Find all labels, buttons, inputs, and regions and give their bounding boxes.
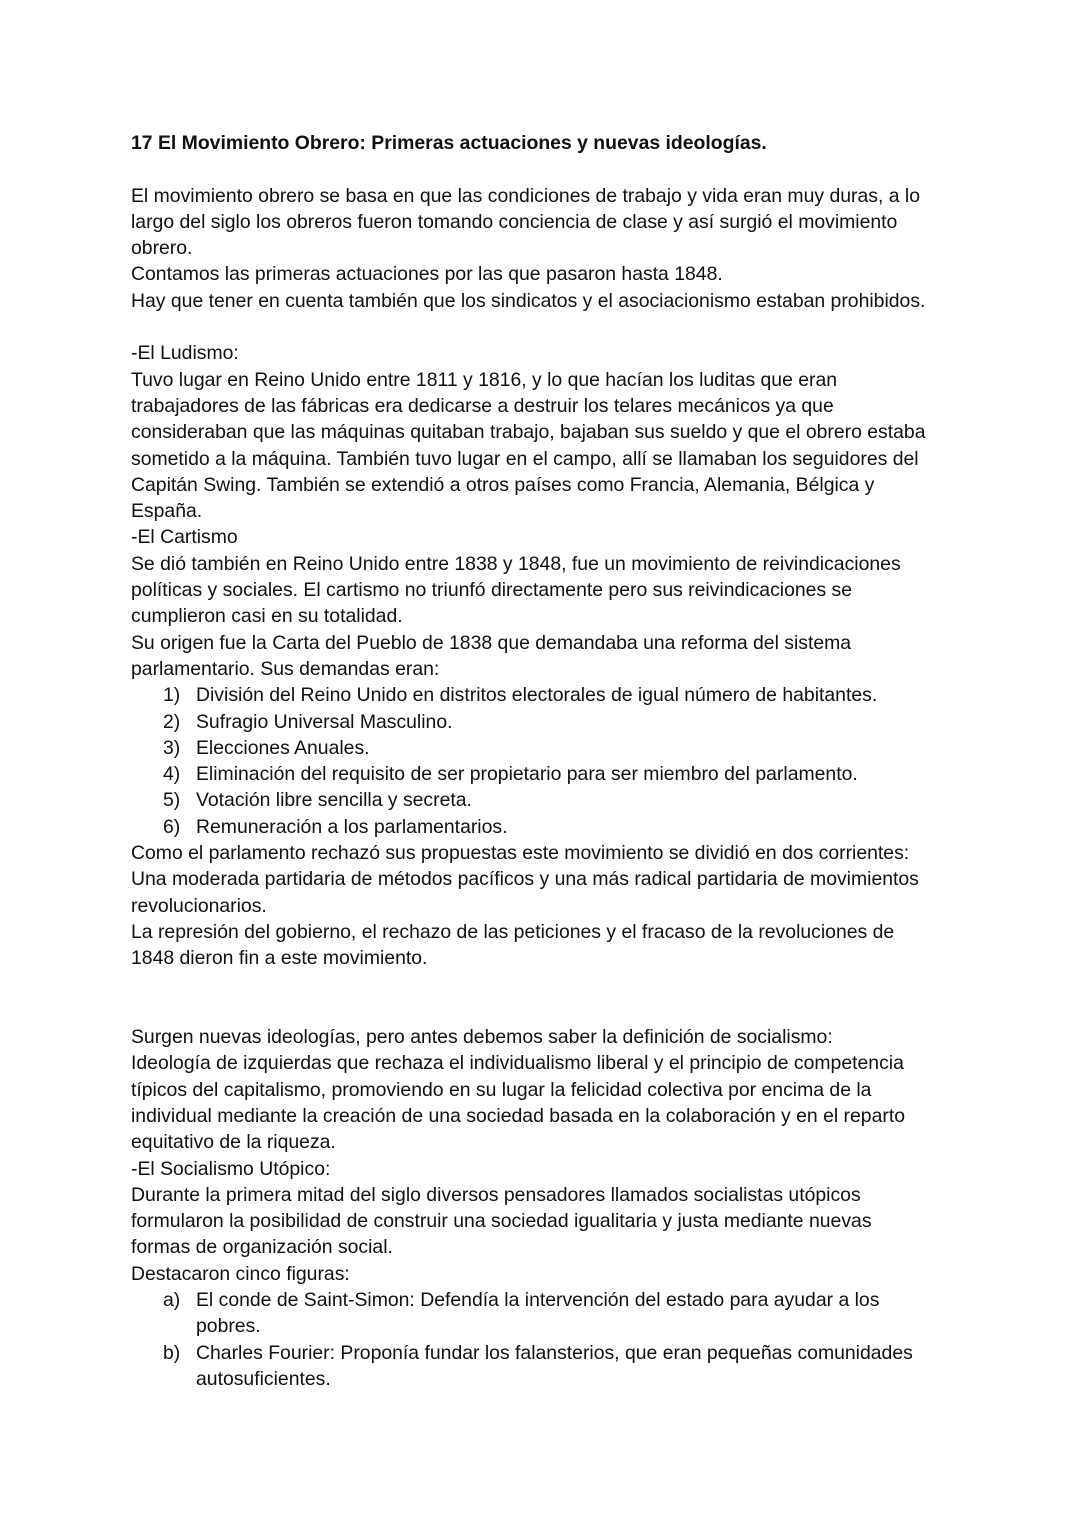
text-line: Su origen fue la Carta del Pueblo de 1838 que demandaba una reforma del sistema	[131, 631, 852, 654]
list-item	[131, 761, 971, 787]
list-marker: b)	[163, 1341, 181, 1364]
text-line: Destacaron cinco figuras:	[131, 1262, 350, 1285]
text-line: cumplieron casi en su totalidad.	[131, 605, 403, 628]
text-line: Hay que tener en cuenta también que los sindicatos y el asociacionismo estaban prohibidos.	[131, 289, 926, 312]
list-item	[131, 814, 971, 840]
list-item-text: Eliminación del requisito de ser propietario para ser miembro del parlamento.	[196, 763, 858, 786]
text-line: 1848 dieron fin a este movimiento.	[131, 947, 428, 970]
text-line: Una moderada partidaria de métodos pacíficos y una más radical partidaria de movimientos	[131, 868, 919, 891]
text-line: largo del siglo los obreros fueron tomando conciencia de clase y así surgió el movimiento	[131, 210, 898, 233]
text-line: típicos del capitalismo, promoviendo en su lugar la felicidad colectiva por encima de la	[131, 1078, 872, 1101]
list-item	[131, 1313, 971, 1339]
text-line: consideraban que las máquinas quitaban trabajo, bajaban sus sueldo y que el obrero estaba	[131, 421, 926, 444]
blank-line	[131, 156, 971, 182]
text-line: sometido a la máquina. También tuvo lugar en el campo, allí se llamaban los seguidores del	[131, 447, 919, 470]
text-line: formularon la posibilidad de construir una sociedad igualitaria y justa mediante nuevas	[131, 1210, 872, 1233]
text-line: Tuvo lugar en Reino Unido entre 1811 y 1816, y lo que hacían los luditas que eran	[131, 368, 838, 391]
text-line: España.	[131, 500, 203, 523]
text-line: Capitán Swing. También se extendió a otros países como Francia, Alemania, Bélgica y	[131, 473, 875, 496]
text-line: revolucionarios.	[131, 894, 267, 917]
list-item	[131, 709, 971, 735]
list-marker: 4)	[163, 763, 181, 786]
list-item	[131, 1340, 971, 1366]
text-line: -El Socialismo Utópico:	[131, 1157, 331, 1180]
list-item-text: Charles Fourier: Proponía fundar los falansterios, que eran pequeñas comunidades	[196, 1341, 913, 1364]
text-line: equitativo de la riqueza.	[131, 1131, 336, 1154]
text-line: obrero.	[131, 237, 193, 260]
blank-line	[131, 998, 971, 1024]
list-marker: 5)	[163, 789, 181, 812]
list-marker: 3)	[163, 736, 181, 759]
text-line: -El Ludismo:	[131, 342, 239, 365]
text-line: El movimiento obrero se basa en que las condiciones de trabajo y vida eran muy duras, a lo	[131, 184, 920, 207]
text-line: La represión del gobierno, el rechazo de las peticiones y el fracaso de la revoluciones de	[131, 920, 895, 943]
list-item	[131, 1287, 971, 1313]
list-item-text: El conde de Saint-Simon: Defendía la intervención del estado para ayudar a los	[196, 1289, 880, 1312]
list-item	[131, 787, 971, 813]
text-line: Contamos las primeras actuaciones por las que pasaron hasta 1848.	[131, 263, 723, 286]
list-marker: a)	[163, 1289, 181, 1312]
list-item-text: Votación libre sencilla y secreta.	[196, 789, 472, 812]
list-item-text: Sufragio Universal Masculino.	[196, 710, 453, 733]
list-item	[131, 682, 971, 708]
blank-line	[131, 972, 971, 998]
list-marker: 6)	[163, 815, 181, 838]
text-line: políticas y sociales. El cartismo no triunfó directamente pero sus reivindicaciones se	[131, 579, 853, 602]
list-item-text: pobres.	[196, 1315, 261, 1338]
list-marker: 2)	[163, 710, 181, 733]
text-line: formas de organización social.	[131, 1236, 393, 1259]
list-item-text: Elecciones Anuales.	[196, 736, 370, 759]
list-item-text: Remuneración a los parlamentarios.	[196, 815, 508, 838]
list-item	[131, 1366, 971, 1392]
text-line: -El Cartismo	[131, 526, 238, 549]
list-item-text: autosuficientes.	[196, 1367, 331, 1390]
list-item	[131, 735, 971, 761]
document-page	[131, 130, 971, 1392]
list-item-text: División del Reino Unido en distritos electorales de igual número de habitantes.	[196, 684, 878, 707]
list-marker: 1)	[163, 684, 181, 707]
text-line: Como el parlamento rechazó sus propuestas este movimiento se dividió en dos corrientes:	[131, 842, 910, 865]
text-line: individual mediante la creación de una sociedad basada en la colaboración y en el reparto	[131, 1104, 905, 1127]
blank-line	[131, 314, 971, 340]
text-line: trabajadores de las fábricas era dedicarse a destruir los telares mecánicos ya que	[131, 394, 834, 417]
text-line: Se dió también en Reino Unido entre 1838 y 1848, fue un movimiento de reivindicaciones	[131, 552, 901, 575]
text-line: Ideología de izquierdas que rechaza el individualismo liberal y el principio de competencia	[131, 1052, 904, 1075]
text-line: Surgen nuevas ideologías, pero antes debemos saber la definición de socialismo:	[131, 1026, 833, 1049]
document-title: 17 El Movimiento Obrero: Primeras actuaciones y nuevas ideologías.	[131, 132, 767, 154]
text-line: parlamentario. Sus demandas eran:	[131, 657, 440, 680]
text-line: Durante la primera mitad del siglo diversos pensadores llamados socialistas utópicos	[131, 1183, 861, 1206]
